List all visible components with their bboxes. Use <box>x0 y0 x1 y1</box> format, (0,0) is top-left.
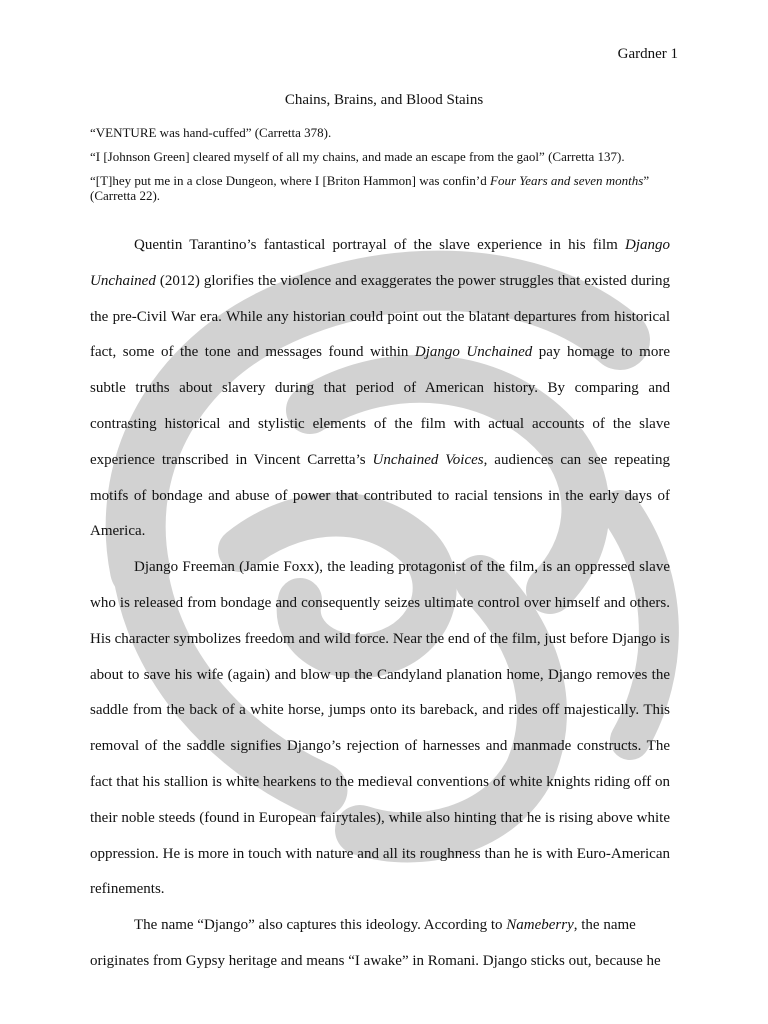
paragraph-3 <box>90 908 670 980</box>
epigraph-2: “I [Johnson Green] cleared myself of all my chains, and made an escape from the gaol” (Carretta 137). <box>90 149 625 164</box>
paragraph-1-text: (2012) glorifies the violence and exaggerates the power struggles that existed during the pre-Civil War era. While any historian could point out the blatant departures from historical fact, some of the tone and messages found within <box>90 272 670 361</box>
paragraph-2-text: Django Freeman (Jamie Foxx), the leading protagonist of the film, is an oppressed slave who is released from bondage and consequently seizes ultimate control over himself and others. His character symbolizes freedom and wild force. Near the end of the film, just before Django is about to save his wife (again) and blow up the Candyland planation home, Django removes the saddle from the back of a white horse, jumps onto its bareback, and rides off majestically. This removal of the saddle signifies Django’s rejection of harnesses and manmade constructs. The fact that his stallion is white hearkens to the medieval conventions of white knights riding off on their noble steeds (found in European fairytales), while also hinting that he is rising above white oppression. He is more in touch with nature and all its roughness than he is with Euro-American refinements. <box>90 559 670 898</box>
epigraph-3-italic: Four Years and seven months <box>490 173 644 188</box>
source-title-italic: Nameberry <box>506 917 574 934</box>
epigraph-1: “VENTURE was hand-cuffed” (Carretta 378). <box>90 125 332 140</box>
epigraph-3-text-after: ” (Carretta 22). <box>90 173 650 203</box>
paragraph-3-text: , the name originates from Gypsy heritage and means “I awake” in Romani. Django sticks out, because he <box>90 917 661 969</box>
paragraph-1-text: , audiences can see repeating motifs of bondage and abuse of power that contributed to racial tensions in the early days of America. <box>90 451 670 540</box>
essay-title: Chains, Brains, and Blood Stains <box>284 92 484 108</box>
epigraph-3-text-before: “[T]hey put me in a close Dungeon, where I [Briton Hammon] was confin’d <box>90 173 490 188</box>
epigraph-3 <box>90 173 680 203</box>
essay-body <box>90 228 670 980</box>
film-title-italic: Django Unchained <box>414 344 533 361</box>
paragraph-1-text: pay homage to more subtle truths about slavery during that period of American history. By comparing and contrasting historical and stylistic elements of the film with actual accounts of the slave experience transcribed in Vincent Carretta’s <box>90 344 670 468</box>
paragraph-1 <box>90 228 670 550</box>
book-title-italic: Unchained Voices <box>372 451 484 468</box>
paragraph-1-text: Quentin Tarantino’s fantastical portrayal of the slave experience in his film <box>134 237 625 253</box>
running-header: Gardner 1 <box>617 46 678 62</box>
paragraph-2 <box>90 550 670 908</box>
film-title-italic: Django Unchained <box>90 237 670 289</box>
paragraph-3-text: The name “Django” also captures this ideology. According to <box>134 917 507 934</box>
epigraphs <box>90 125 680 212</box>
